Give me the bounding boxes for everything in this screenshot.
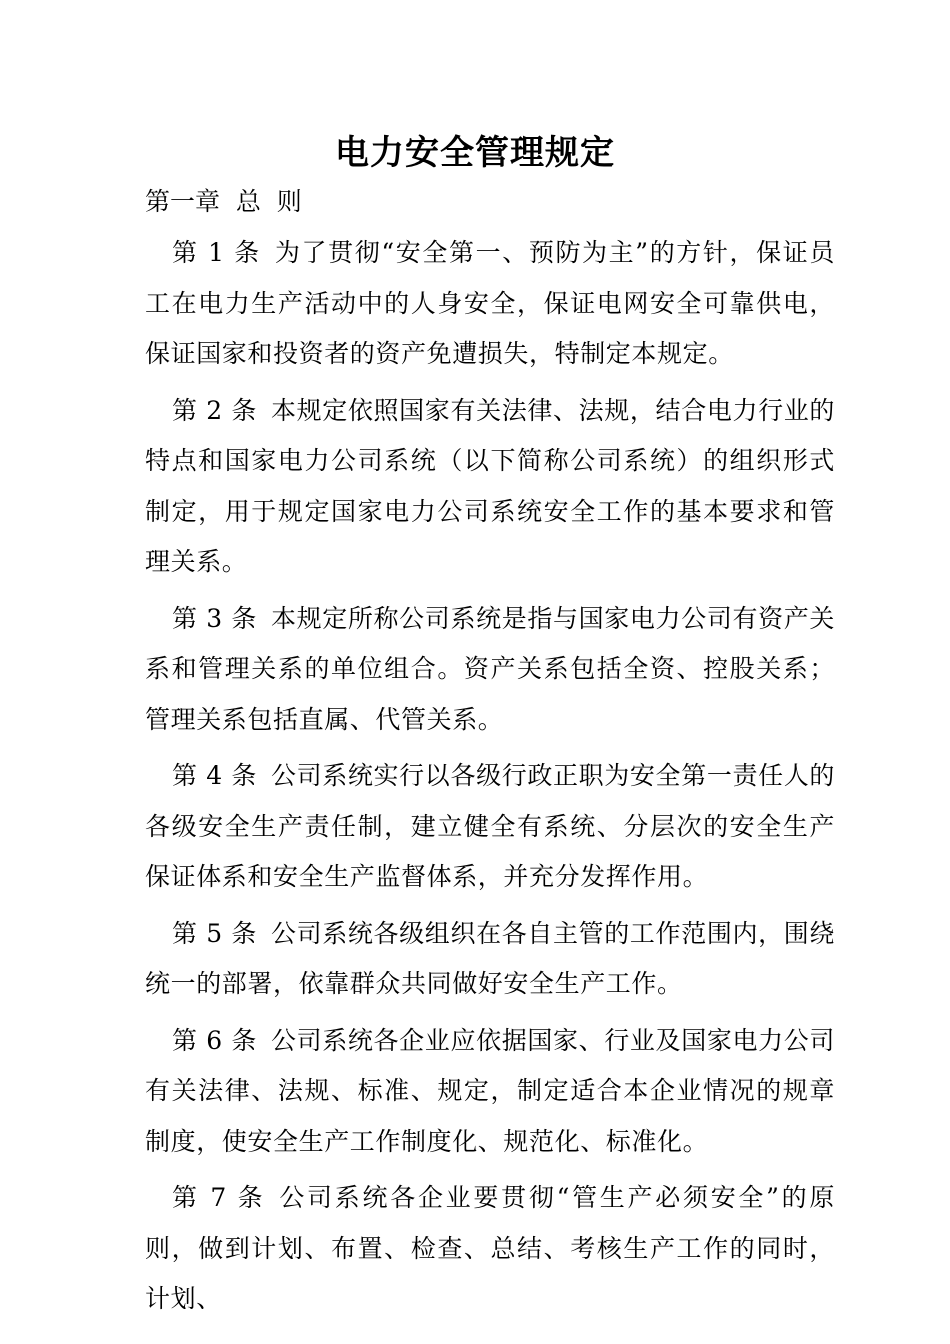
article-3 bbox=[145, 594, 835, 746]
article-6 bbox=[145, 1016, 835, 1168]
article-1 bbox=[145, 228, 835, 380]
article-text: 公司系统各企业要贯彻“管生产必须安全”的原则，做到计划、布置、检查、总结、考核生产工作的同时，计划、 bbox=[145, 1183, 835, 1313]
article-number: 第 7 条 bbox=[172, 1183, 266, 1212]
document-title: 电力安全管理规定 bbox=[335, 133, 615, 173]
article-number: 第 1 条 bbox=[172, 238, 261, 267]
article-7 bbox=[145, 1173, 835, 1325]
article-text: 公司系统实行以各级行政正职为安全第一责任人的各级安全生产责任制，建立健全有系统、分层次的安全生产保证体系和安全生产监督体系，并充分发挥作用。 bbox=[145, 761, 835, 891]
article-number: 第 4 条 bbox=[172, 761, 257, 790]
article-text: 公司系统各企业应依据国家、行业及国家电力公司有关法律、法规、标准、规定，制定适合本企业情况的规章制度，使安全生产工作制度化、规范化、标准化。 bbox=[145, 1025, 835, 1156]
article-number: 第 2 条 bbox=[172, 395, 257, 425]
article-text: 为了贯彻“安全第一、预防为主”的方针，保证员工在电力生产活动中的人身安全，保证电网安全可靠供电，保证国家和投资者的资产免遭损失，特制定本规定。 bbox=[145, 238, 835, 368]
article-text: 本规定所称公司系统是指与国家电力公司有资产关系和管理关系的单位组合。资产关系包括全资、控股关系；管理关系包括直属、代管关系。 bbox=[145, 603, 835, 734]
article-5 bbox=[145, 909, 835, 1010]
article-number: 第 5 条 bbox=[172, 918, 257, 948]
chapter-heading: 第一章 总 则 bbox=[145, 187, 302, 216]
article-number: 第 6 条 bbox=[172, 1025, 257, 1055]
article-text: 公司系统各级组织在各自主管的工作范围内，围绕统一的部署，依靠群众共同做好安全生产工作。 bbox=[145, 918, 835, 998]
article-4 bbox=[145, 751, 835, 903]
article-number: 第 3 条 bbox=[172, 603, 257, 633]
document-body bbox=[145, 228, 835, 1331]
article-2 bbox=[145, 386, 835, 588]
article-text: 本规定依照国家有关法律、法规，结合电力行业的特点和国家电力公司系统（以下简称公司系统）的组织形式制定，用于规定国家电力公司系统安全工作的基本要求和管理关系。 bbox=[145, 395, 835, 576]
